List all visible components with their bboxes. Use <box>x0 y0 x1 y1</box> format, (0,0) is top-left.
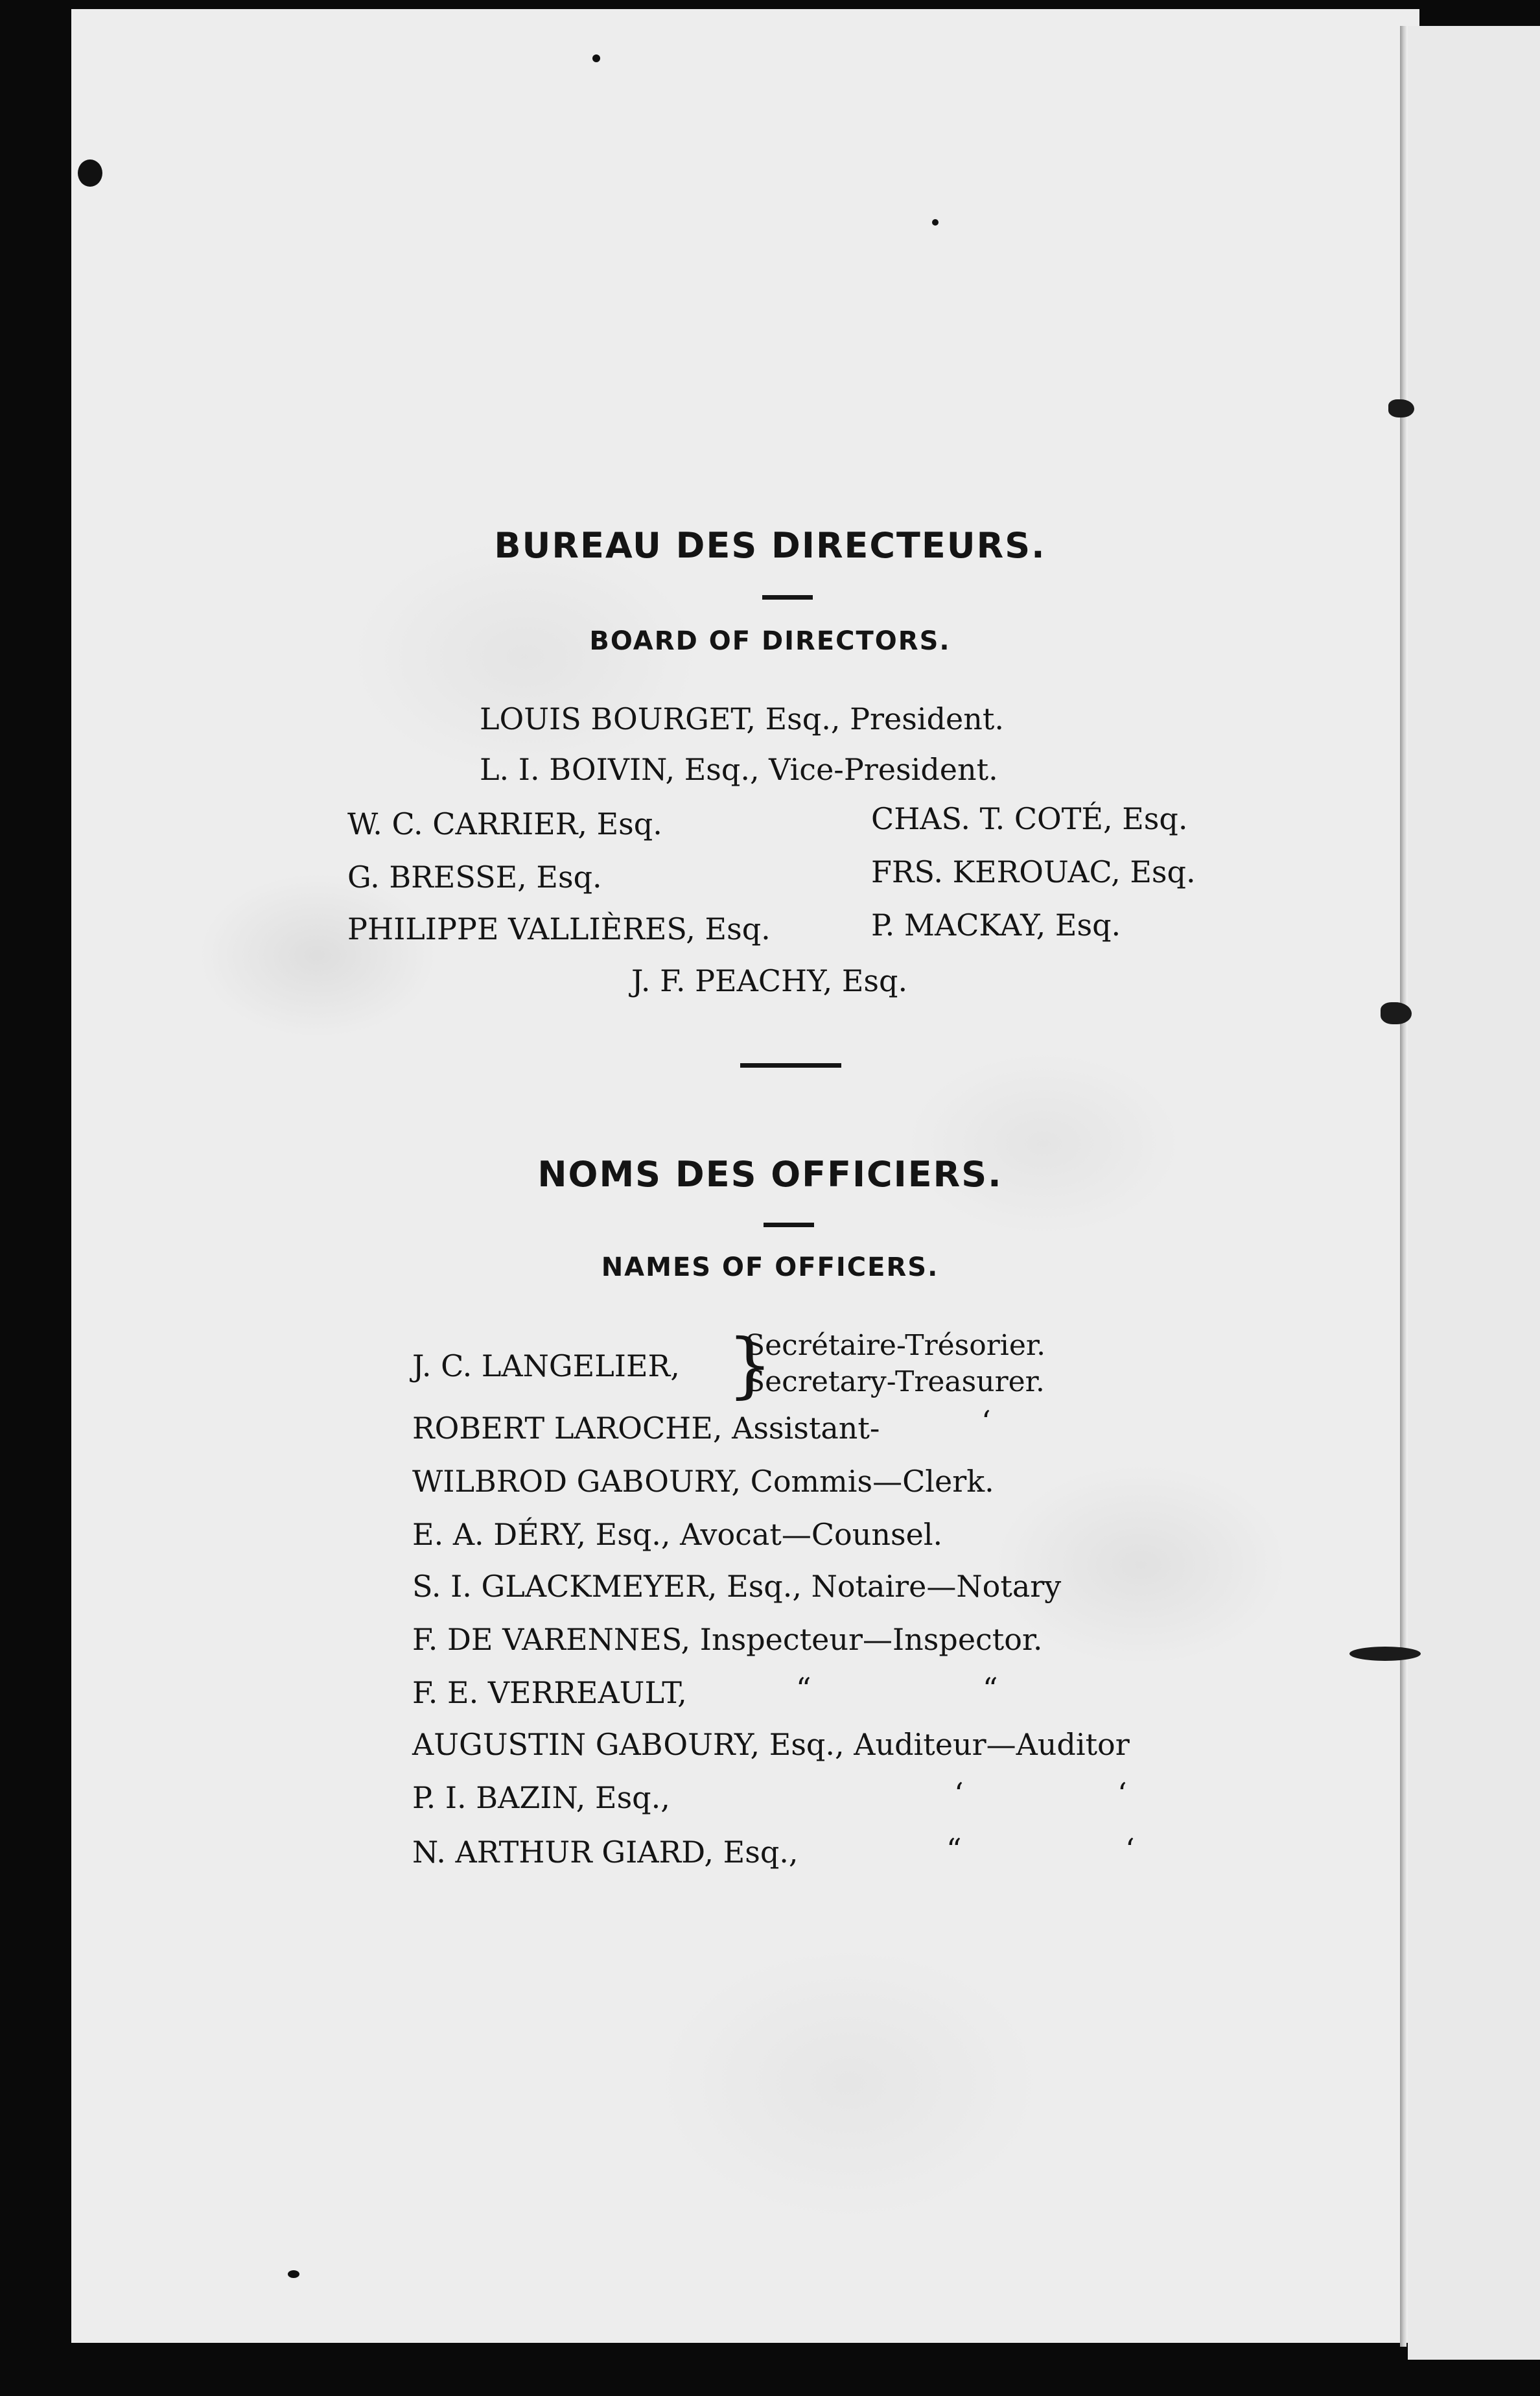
officer-row: AUGUSTIN GABOURY, Esq., Auditeur—Auditor <box>412 1727 1130 1762</box>
board-vice-president: L. I. BOIVIN, Esq., Vice-President. <box>480 752 998 787</box>
binding-stitch <box>1388 399 1414 417</box>
board-title-en: BOARD OF DIRECTORS. <box>589 626 951 656</box>
ink-speck <box>592 54 600 62</box>
officer-row: F. DE VARENNES, Inspecteur—Inspector. <box>412 1622 1043 1657</box>
officer-row: F. E. VERREAULT, <box>412 1675 687 1710</box>
officer-secretary-roles <box>745 1328 1045 1400</box>
board-member: W. C. CARRIER, Esq. <box>347 806 662 841</box>
brace: } <box>727 1323 773 1406</box>
officer-row: WILBROD GABOURY, Commis—Clerk. <box>412 1464 994 1499</box>
ditto-mark: “ <box>946 1832 962 1867</box>
officers-title-en: NAMES OF OFFICERS. <box>601 1252 939 1282</box>
board-member: FRS. KEROUAC, Esq. <box>871 854 1196 889</box>
officer-row: P. I. BAZIN, Esq., <box>412 1780 670 1815</box>
board-title-fr: BUREAU DES DIRECTEURS. <box>494 525 1046 566</box>
officers-title-fr: NOMS DES OFFICIERS. <box>537 1154 1003 1195</box>
ink-blot <box>78 159 102 187</box>
board-member: PHILIPPE VALLIÈRES, Esq. <box>347 911 771 946</box>
ditto-mark: “ <box>796 1671 811 1706</box>
board-member: CHAS. T. COTÉ, Esq. <box>871 801 1188 836</box>
ditto-mark: ‘ <box>1125 1832 1135 1867</box>
ditto-mark: ‘ <box>1117 1776 1127 1811</box>
officer-row: ROBERT LAROCHE, Assistant- <box>412 1411 880 1446</box>
ink-speck <box>288 2270 299 2278</box>
binding-stitch <box>1381 1002 1412 1024</box>
officer-row: N. ARTHUR GIARD, Esq., <box>412 1835 799 1870</box>
heading-rule <box>764 1223 814 1227</box>
secretary-role-fr: Secrétaire-Trésorier. <box>745 1329 1046 1362</box>
board-president: LOUIS BOURGET, Esq., President. <box>480 701 1004 736</box>
officer-row: E. A. DÉRY, Esq., Avocat—Counsel. <box>412 1517 943 1552</box>
officer-row: S. I. GLACKMEYER, Esq., Notaire—Notary <box>412 1569 1062 1604</box>
heading-rule <box>762 595 813 600</box>
secretary-role-en: Secretary-Treasurer. <box>745 1365 1045 1398</box>
officer-secretary-name: J. C. LANGELIER, <box>412 1348 680 1383</box>
section-divider <box>740 1063 841 1068</box>
board-member: J. F. PEACHY, Esq. <box>631 963 908 998</box>
board-member: P. MACKAY, Esq. <box>871 908 1121 943</box>
ditto-mark: “ <box>983 1671 998 1706</box>
ink-speck <box>932 219 939 226</box>
ditto-mark: ‘ <box>954 1776 964 1811</box>
binding-stitch <box>1349 1647 1421 1661</box>
ditto-mark: ‘ <box>981 1404 991 1439</box>
board-member: G. BRESSE, Esq. <box>347 860 602 895</box>
